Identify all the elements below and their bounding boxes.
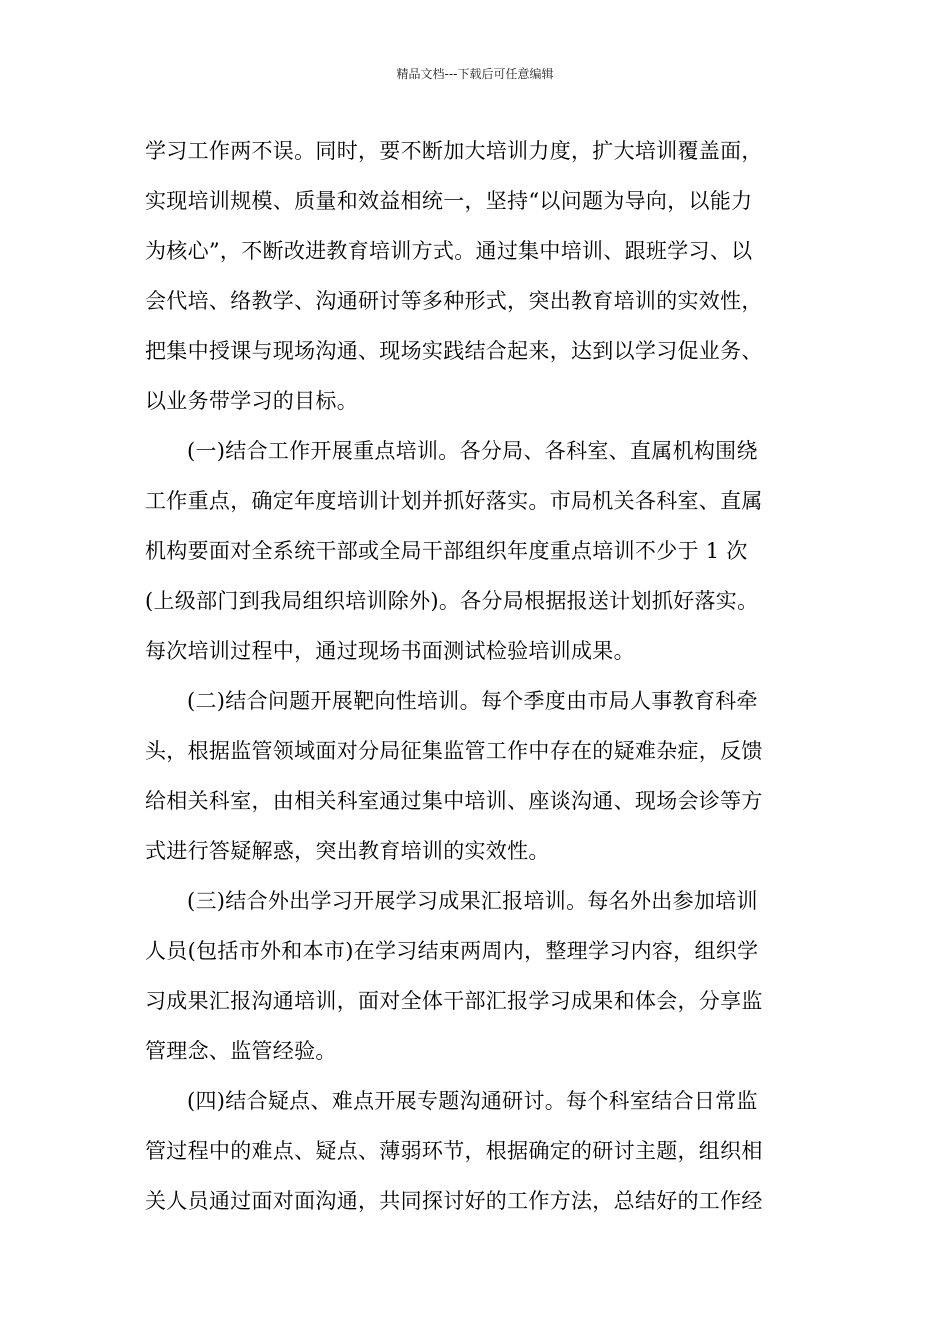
- text-line: 每次培训过程中，通过现场书面测试检验培训成果。: [145, 639, 635, 663]
- text-line: 人员(包括市外和本市)在学习结束两周内，整理学习内容，组织学: [145, 939, 759, 963]
- text-line: 式进行答疑解惑，突出教育培训的实效性。: [145, 839, 550, 863]
- paragraph-item-4: [145, 1076, 805, 1226]
- text-line: 机构要面对全系统干部或全局干部组织年度重点培训不少于 1 次: [145, 539, 748, 563]
- text-line: 实现培训规模、质量和效益相统一，坚持“以问题为导向，以能力: [145, 189, 753, 213]
- text-line: 习成果汇报沟通培训，面对全体干部汇报学习成果和体会，分享监: [145, 989, 763, 1013]
- paragraph-item-1: [145, 426, 805, 676]
- document-body: [145, 126, 805, 1226]
- text-line: (上级部门到我局组织培训除外)。各分局根据报送计划抓好落实。: [145, 589, 759, 613]
- text-line: 头，根据监管领域面对分局征集监管工作中存在的疑难杂症，反馈: [145, 739, 763, 763]
- text-line: 把集中授课与现场沟通、现场实践结合起来，达到以学习促业务、: [145, 339, 763, 363]
- text-line: 以业务带学习的目标。: [145, 389, 358, 413]
- text-line: (一)结合工作开展重点培训。各分局、各科室、直属机构围绕: [187, 439, 758, 463]
- text-line: (二)结合问题开展靶向性培训。每个季度由市局人事教育科牵: [187, 689, 758, 713]
- text-line: 管过程中的难点、疑点、薄弱环节，根据确定的研讨主题，组织相: [145, 1139, 763, 1163]
- text-line: 工作重点，确定年度培训计划并抓好落实。市局机关各科室、直属: [145, 489, 763, 513]
- text-line: (三)结合外出学习开展学习成果汇报培训。每名外出参加培训: [187, 889, 758, 913]
- text-line: 管理念、监管经验。: [145, 1039, 337, 1063]
- text-line: 给相关科室，由相关科室通过集中培训、座谈沟通、现场会诊等方: [145, 789, 763, 813]
- text-line: 为核心”，不断改进教育培训方式。通过集中培训、跟班学习、以: [145, 239, 753, 263]
- text-line: 关人员通过面对面沟通，共同探讨好的工作方法，总结好的工作经: [145, 1189, 763, 1213]
- text-line: 学习工作两不误。同时，要不断加大培训力度，扩大培训覆盖面，: [145, 139, 763, 163]
- text-line: (四)结合疑点、难点开展专题沟通研讨。每个科室结合日常监: [187, 1089, 758, 1113]
- page-header: 精品文档---下载后可任意编辑: [396, 67, 554, 81]
- paragraph-item-3: [145, 876, 805, 1076]
- paragraph-continuation: [145, 126, 805, 426]
- text-line: 会代培、络教学、沟通研讨等多种形式，突出教育培训的实效性，: [145, 289, 763, 313]
- paragraph-item-2: [145, 676, 805, 876]
